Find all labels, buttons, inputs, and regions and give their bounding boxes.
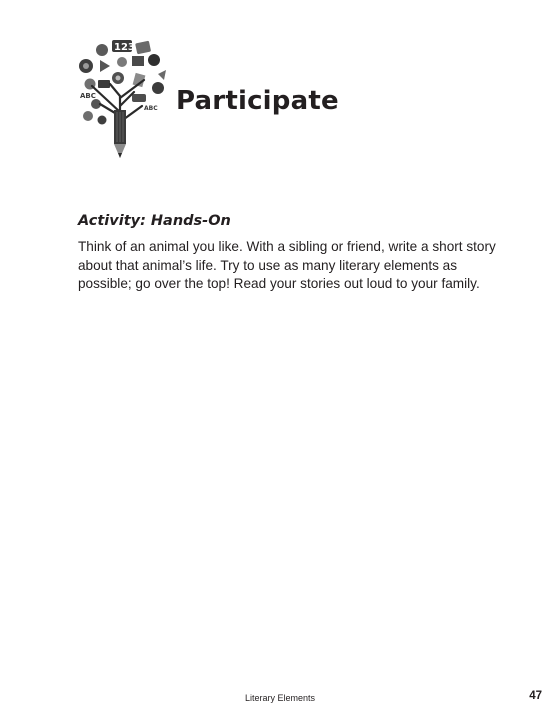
page-number: 47 <box>529 690 542 702</box>
pencil-tree-icon <box>74 36 174 162</box>
svg-text:ABC: ABC <box>80 92 96 100</box>
page-title: Participate <box>176 86 339 116</box>
activity-body: Think of an animal you like. With a sibling or friend, write a short story about that animal’s life. Try to use as many literary elements as possible; go over the top! Read your stories out loud to your family. <box>78 239 496 291</box>
svg-text:ABC: ABC <box>144 105 158 112</box>
activity-heading: Activity: Hands-On <box>78 213 231 229</box>
footer-section-title: Literary Elements <box>244 693 316 703</box>
svg-text:123: 123 <box>114 42 135 53</box>
